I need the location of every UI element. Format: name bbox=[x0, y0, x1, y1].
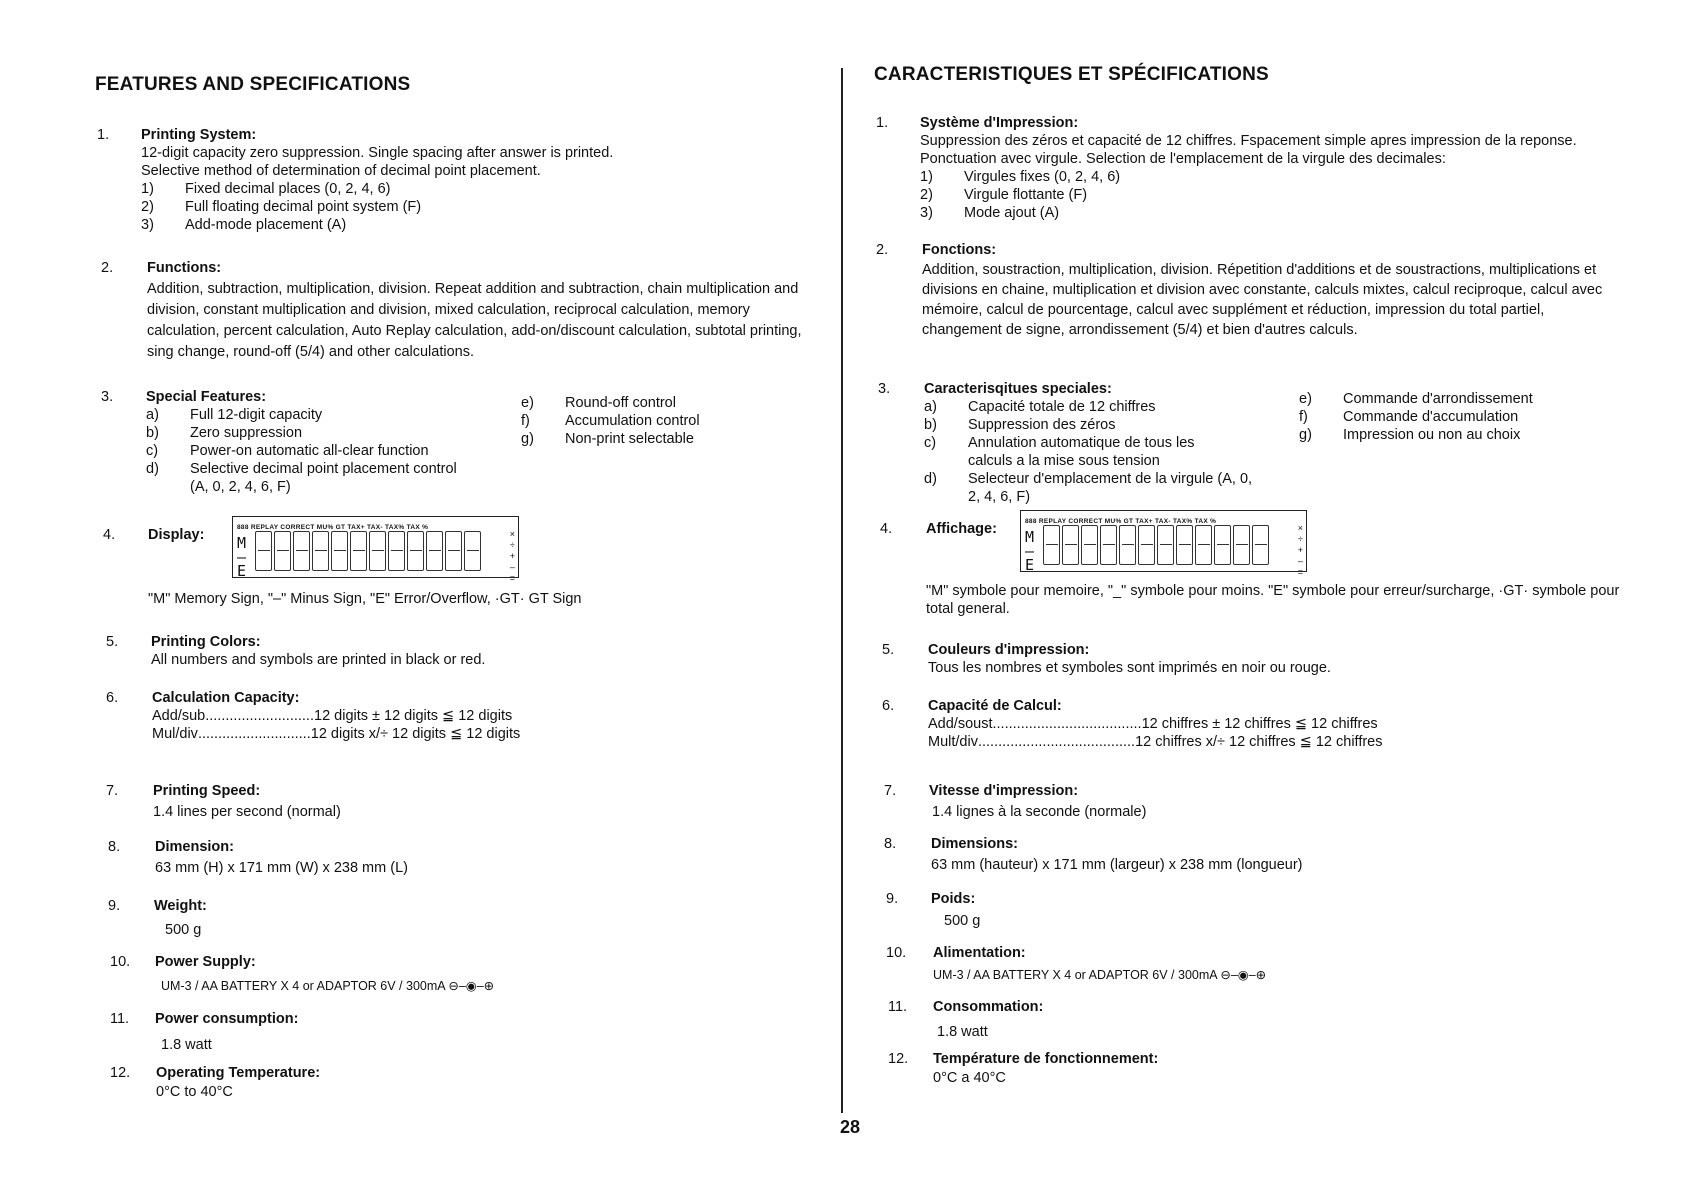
list-item: d) Selecteur d'emplacement de la virgule (A, 0, 2, 4, 6, F) bbox=[924, 471, 1253, 505]
list-item: 3) Mode ajout (A) bbox=[920, 205, 1060, 221]
list-item: a) Capacité totale de 12 chiffres bbox=[924, 399, 1156, 415]
section-title: Operating Temperature: bbox=[156, 1065, 321, 1081]
section-number: 7. bbox=[106, 783, 119, 799]
section-number: 9. bbox=[108, 898, 121, 914]
section-number: 11. bbox=[110, 1011, 130, 1027]
section-number: 4. bbox=[103, 527, 116, 543]
list-item: 1) Virgules fixes (0, 2, 4, 6) bbox=[920, 169, 1121, 185]
section-number: 9. bbox=[886, 891, 899, 907]
memory-sign-icon: M bbox=[1025, 528, 1035, 546]
list-item: a) Full 12-digit capacity bbox=[146, 407, 323, 423]
section-dimensions bbox=[884, 834, 1664, 876]
body-text: 1.8 watt bbox=[161, 1037, 212, 1053]
section-number: 12. bbox=[110, 1065, 131, 1081]
section-number: 1. bbox=[876, 115, 889, 131]
section-title: Capacité de Calcul: bbox=[928, 698, 1062, 714]
section-number: 6. bbox=[106, 690, 119, 706]
list-item: g) Impression ou non au choix bbox=[1299, 427, 1521, 443]
section-title: Functions: bbox=[147, 260, 222, 276]
list-item: b) Zero suppression bbox=[146, 425, 303, 441]
body-text: 1.4 lines per second (normal) bbox=[153, 804, 341, 820]
body-text: All numbers and symbols are printed in black or red. bbox=[151, 652, 486, 668]
section-consommation bbox=[888, 995, 1668, 1045]
section-title: Caracterisqitues speciales: bbox=[924, 381, 1112, 397]
section-title: Température de fonctionnement: bbox=[933, 1051, 1159, 1067]
capacity-row: Add/sub ........................... 12 digits ± 12 digits ≦ 12 digits bbox=[152, 708, 513, 724]
section-title: Printing Colors: bbox=[151, 634, 261, 650]
lcd-digit-segments bbox=[255, 531, 483, 571]
section-systeme-impression bbox=[876, 114, 1656, 222]
list-item: c) Annulation automatique de tous les calculs a la mise sous tension bbox=[924, 435, 1195, 469]
section-number: 12. bbox=[888, 1051, 909, 1067]
section-special-features bbox=[101, 388, 821, 496]
display-caption: "M" symbole pour memoire, "_" symbole pour moins. "E" symbole pour erreur/surcharge, ·GT· symbole pour total general. bbox=[926, 583, 1620, 617]
memory-sign-icon: M bbox=[237, 534, 247, 552]
section-operating-temperature bbox=[110, 1064, 830, 1102]
lcd-digit-segments bbox=[1043, 525, 1271, 565]
section-number: 8. bbox=[884, 836, 897, 852]
section-power-supply bbox=[110, 950, 830, 998]
section-title: Affichage: bbox=[926, 521, 997, 537]
section-number: 3. bbox=[101, 389, 114, 405]
section-title: Système d'Impression: bbox=[920, 115, 1079, 131]
body-text: 500 g bbox=[165, 922, 202, 938]
section-title: Vitesse d'impression: bbox=[929, 783, 1079, 799]
section-poids bbox=[886, 888, 1666, 932]
body-text: UM-3 / AA BATTERY X 4 or ADAPTOR 6V / 300mA ⊖–◉–⊕ bbox=[161, 979, 495, 993]
lcd-indicator-labels: 888 REPLAY CORRECT MU% GT TAX+ TAX- TAX% TAX % bbox=[237, 524, 429, 531]
page-title-en: FEATURES AND SPECIFICATIONS bbox=[95, 74, 411, 95]
section-affichage bbox=[880, 510, 1660, 618]
section-caracteristiques-speciales bbox=[878, 380, 1658, 506]
lcd-display-illustration bbox=[1020, 510, 1307, 577]
section-vitesse-impression bbox=[884, 781, 1664, 823]
section-title: Power Supply: bbox=[155, 954, 256, 970]
list-item: 3) Add-mode placement (A) bbox=[141, 217, 347, 233]
section-number: 1. bbox=[97, 127, 110, 143]
section-title: Printing Speed: bbox=[153, 783, 261, 799]
section-weight bbox=[108, 894, 828, 942]
section-number: 10. bbox=[110, 954, 131, 970]
section-dimension bbox=[108, 837, 828, 879]
section-number: 5. bbox=[882, 642, 895, 658]
section-title: Poids: bbox=[931, 891, 976, 907]
section-fonctions bbox=[876, 240, 1656, 340]
body-text: 500 g bbox=[944, 913, 981, 929]
body-text: 1.4 lignes à la seconde (normale) bbox=[932, 804, 1147, 820]
capacity-row: Mult/div ....................................... 12 chiffres x/÷ 12 chiffres ≦ 12 chiffres bbox=[928, 734, 1383, 750]
section-printing-colors bbox=[106, 633, 826, 669]
section-number: 3. bbox=[878, 381, 891, 397]
section-title: Alimentation: bbox=[933, 945, 1026, 961]
body-text: Addition, soustraction, multiplication, division. Répetition d'additions et de soustractions, multiplications et divisions en chaine, multiplication et division avec constante, calculs mixtes, calcul reciproque, calcul avec mémoire, calcul de pourcentage, calcul avec supplément et réduction, impression du total partiel, changement de signe, arrondissement (5/4) et bien d'autres calculs. bbox=[922, 262, 1603, 338]
list-item: c) Power-on automatic all-clear function bbox=[146, 443, 429, 459]
section-title: Display: bbox=[148, 527, 205, 543]
list-item: 2) Virgule flottante (F) bbox=[920, 187, 1088, 203]
error-sign-icon: E bbox=[237, 562, 247, 580]
error-sign-icon: E bbox=[1025, 556, 1035, 574]
section-couleurs-impression bbox=[882, 641, 1662, 677]
lcd-operator-icons: × ÷ + – = bbox=[509, 529, 515, 583]
section-number: 6. bbox=[882, 698, 895, 714]
body-text: Suppression des zéros et capacité de 12 chiffres. Fspacement simple apres impression de la reponse. Ponctuation avec virgule. Selection de l'emplacement de la virgule des decimales: bbox=[920, 133, 1577, 167]
section-number: 5. bbox=[106, 634, 119, 650]
section-title: Weight: bbox=[154, 898, 207, 914]
section-printing-speed bbox=[106, 781, 826, 823]
list-item: 2) Full floating decimal point system (F) bbox=[141, 199, 422, 215]
section-display bbox=[103, 516, 823, 608]
section-title: Special Features: bbox=[146, 389, 267, 405]
list-item: g) Non-print selectable bbox=[521, 431, 694, 447]
section-capacite-calcul bbox=[882, 697, 1662, 751]
column-divider bbox=[841, 68, 843, 1113]
section-number: 4. bbox=[880, 521, 893, 537]
body-text: 0°C to 40°C bbox=[156, 1084, 233, 1100]
list-item: 1) Fixed decimal places (0, 2, 4, 6) bbox=[141, 181, 391, 197]
list-item: f) Commande d'accumulation bbox=[1299, 409, 1519, 425]
capacity-row: Mul/div ............................ 12 digits x/÷ 12 digits ≦ 12 digits bbox=[152, 726, 521, 742]
section-number: 11. bbox=[888, 999, 908, 1015]
list-item: b) Suppression des zéros bbox=[924, 417, 1116, 433]
body-line: Selective method of determination of decimal point placement. bbox=[141, 163, 541, 179]
section-printing-system bbox=[97, 126, 817, 234]
lcd-operator-icons: × ÷ + – = bbox=[1297, 523, 1303, 577]
section-functions bbox=[101, 258, 821, 363]
capacity-row: Add/soust ..................................... 12 chiffres ± 12 chiffres ≦ 12 chiffres bbox=[928, 716, 1378, 732]
body-text: 1.8 watt bbox=[937, 1024, 988, 1040]
section-title: Calculation Capacity: bbox=[152, 690, 300, 706]
body-text: UM-3 / AA BATTERY X 4 or ADAPTOR 6V / 300mA ⊖–◉–⊕ bbox=[933, 968, 1267, 982]
section-title: Couleurs d'impression: bbox=[928, 642, 1090, 658]
list-item: d) Selective decimal point placement control (A, 0, 2, 4, 6, F) bbox=[146, 461, 457, 495]
body-line: 12-digit capacity zero suppression. Single spacing after answer is printed. bbox=[141, 145, 614, 161]
section-title: Fonctions: bbox=[922, 242, 997, 258]
body-text: Addition, subtraction, multiplication, division. Repeat addition and subtraction, chain multiplication and division, constant multiplication and division, mixed calculation, reciprocal calculation, memory calculation, percent calculation, Auto Replay calculation, add-on/discount calculation, subtotal printing, sing change, round-off (5/4) and other calculations. bbox=[147, 281, 802, 360]
list-item: e) Round-off control bbox=[521, 395, 676, 411]
body-text: 63 mm (H) x 171 mm (W) x 238 mm (L) bbox=[155, 860, 408, 876]
section-temperature bbox=[888, 1050, 1668, 1088]
section-number: 8. bbox=[108, 839, 121, 855]
page-number: 28 bbox=[840, 1117, 861, 1137]
section-title: Printing System: bbox=[141, 127, 257, 143]
section-alimentation bbox=[886, 942, 1666, 986]
section-number: 2. bbox=[101, 260, 114, 276]
section-power-consumption bbox=[110, 1006, 830, 1058]
section-title: Dimension: bbox=[155, 839, 234, 855]
section-title: Consommation: bbox=[933, 999, 1044, 1015]
section-title: Dimensions: bbox=[931, 836, 1019, 852]
section-title: Power consumption: bbox=[155, 1011, 299, 1027]
display-caption: "M" Memory Sign, "–" Minus Sign, "E" Error/Overflow, ·GT· GT Sign bbox=[148, 591, 582, 607]
minus-sign-icon: – bbox=[237, 548, 247, 566]
section-number: 7. bbox=[884, 783, 897, 799]
body-text: 63 mm (hauteur) x 171 mm (largeur) x 238 mm (longueur) bbox=[931, 857, 1303, 873]
section-calculation-capacity bbox=[106, 689, 826, 743]
section-number: 10. bbox=[886, 945, 907, 961]
lcd-display-illustration bbox=[232, 516, 519, 583]
list-item: f) Accumulation control bbox=[521, 413, 700, 429]
lcd-indicator-labels: 888 REPLAY CORRECT MU% GT TAX+ TAX- TAX% TAX % bbox=[1025, 518, 1217, 525]
body-text: Tous les nombres et symboles sont imprimés en noir ou rouge. bbox=[928, 660, 1331, 676]
list-item: e) Commande d'arrondissement bbox=[1299, 391, 1533, 407]
body-text: 0°C a 40°C bbox=[933, 1070, 1006, 1086]
section-number: 2. bbox=[876, 242, 889, 258]
minus-sign-icon: – bbox=[1025, 542, 1035, 560]
page-title-fr: CARACTERISTIQUES ET SPÉCIFICATIONS bbox=[874, 64, 1269, 85]
